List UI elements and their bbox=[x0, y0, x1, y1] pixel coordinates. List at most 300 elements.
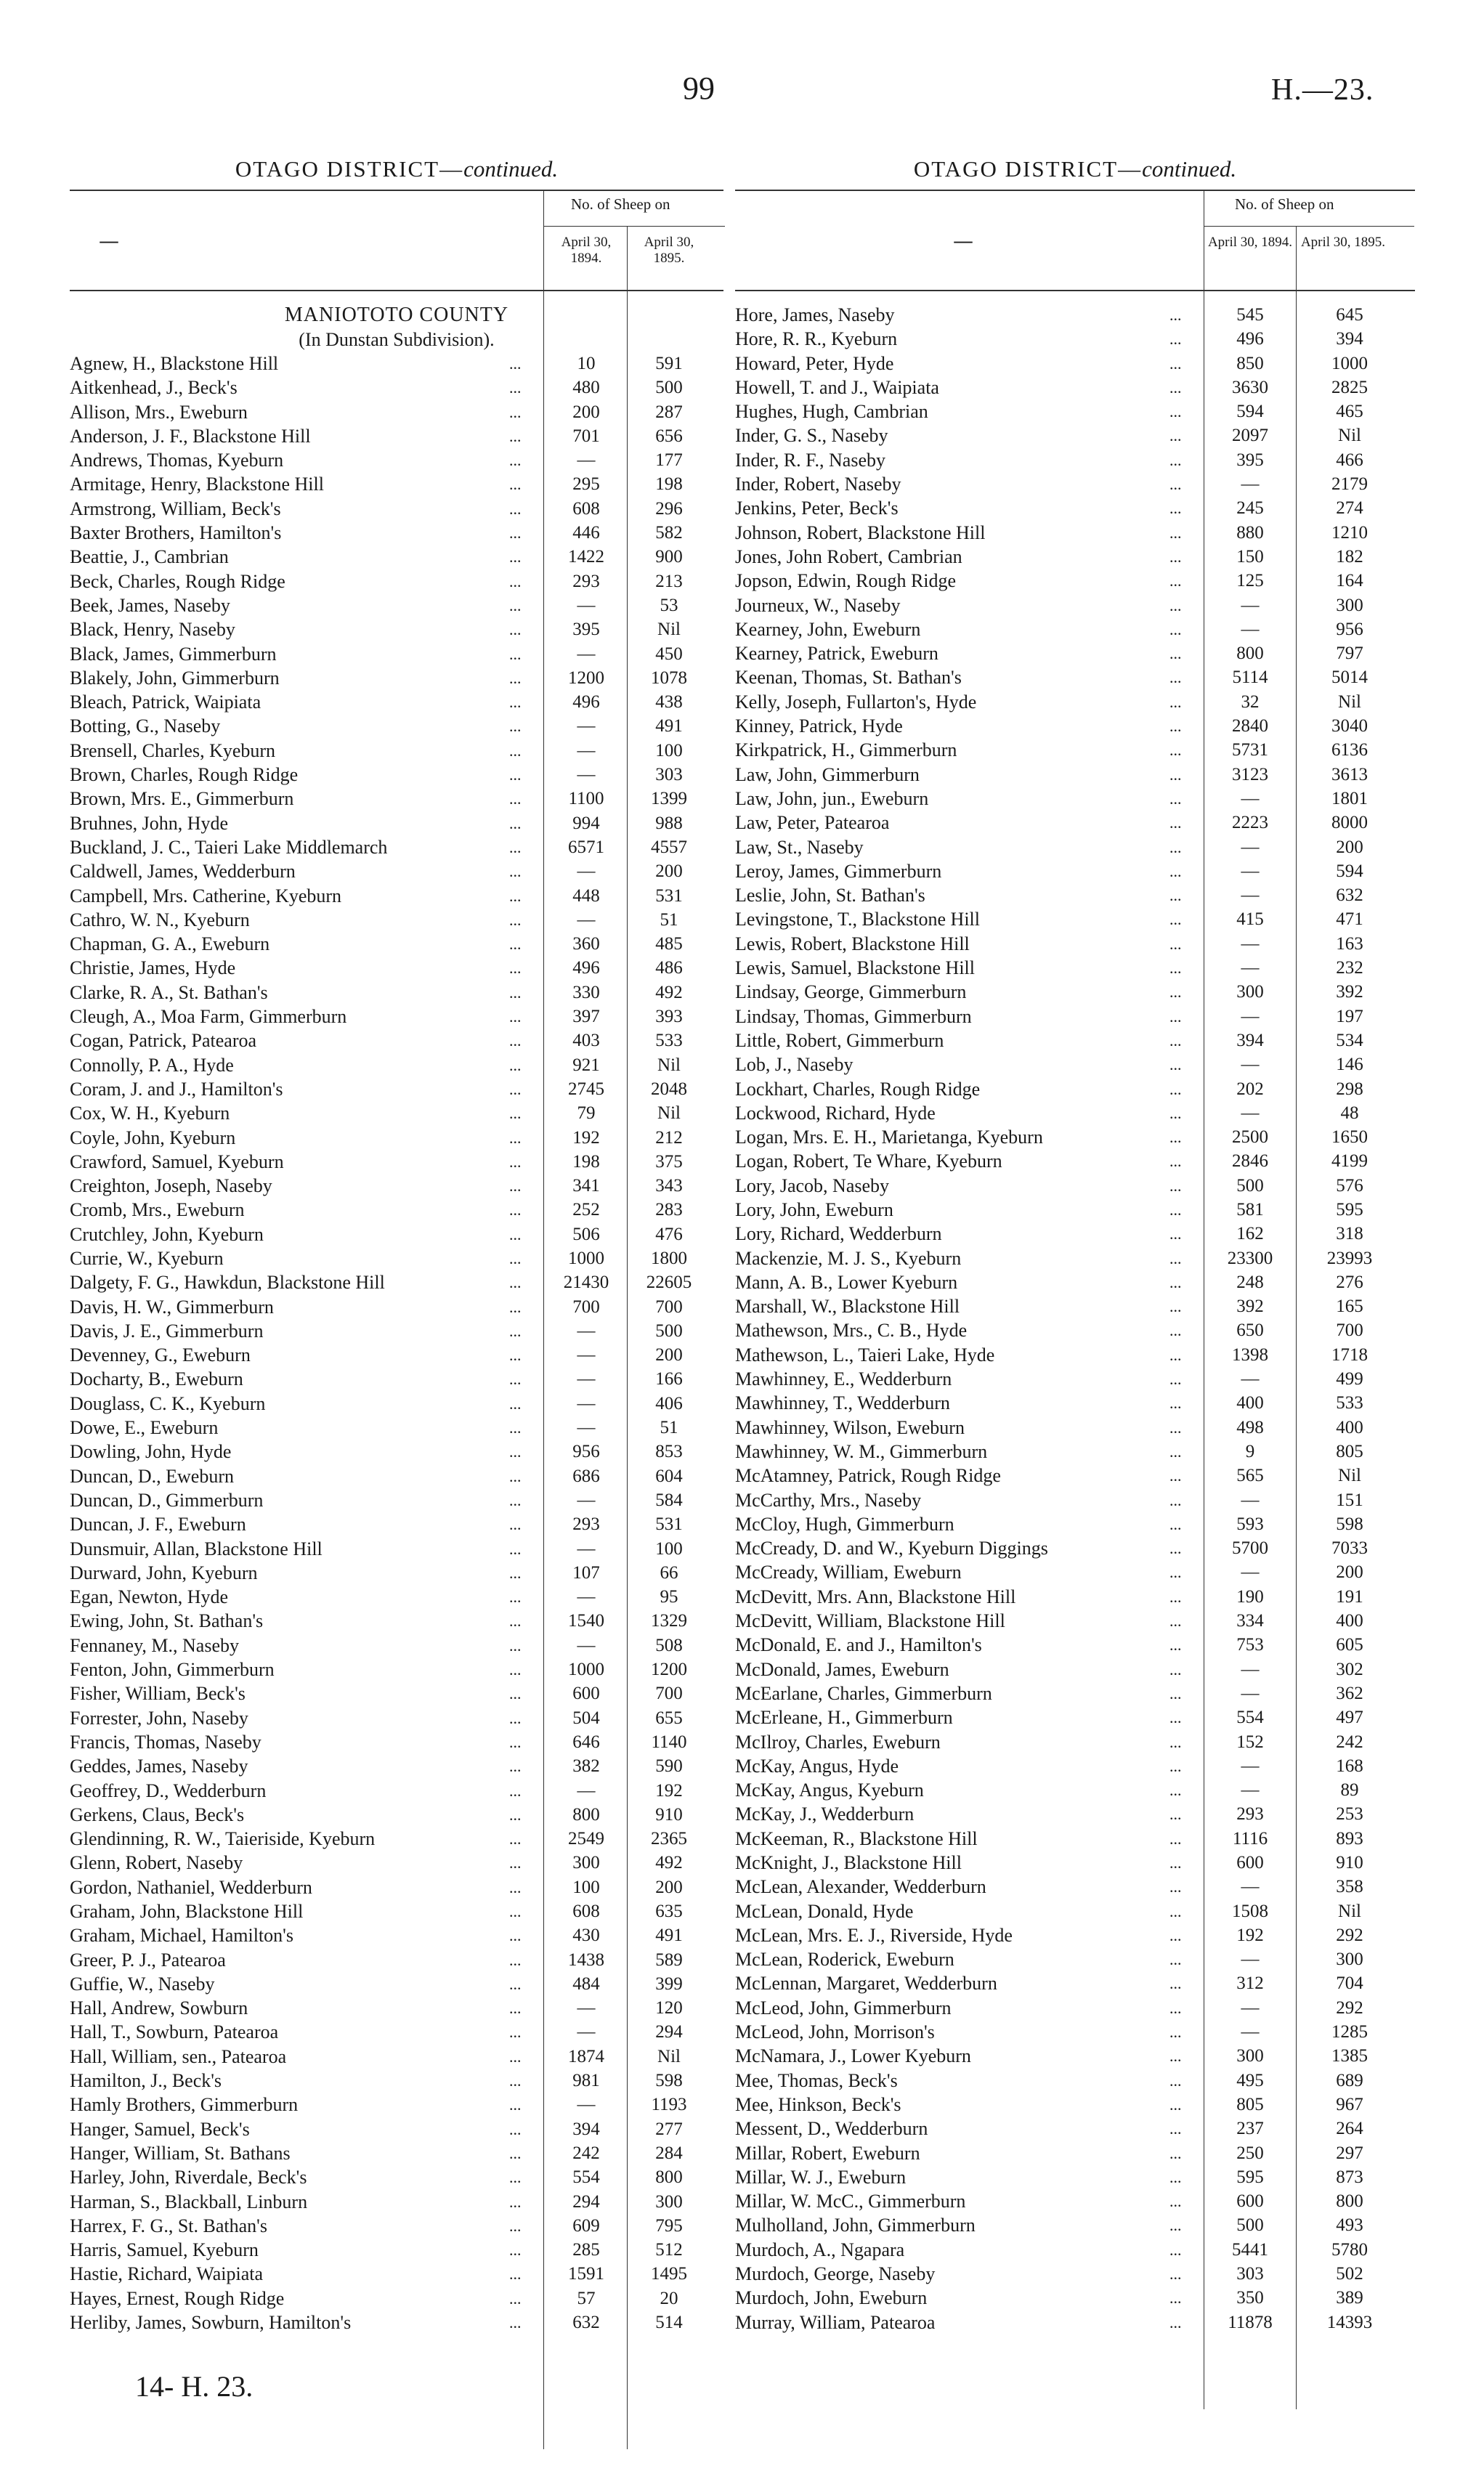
owner-name: Hayes, Ernest, Rough Ridge bbox=[70, 2287, 285, 2309]
table-row bbox=[70, 2069, 723, 2093]
owner-name: Lockhart, Charles, Rough Ridge bbox=[735, 1078, 981, 1100]
owner-name: Beattie, J., Cambrian bbox=[70, 546, 229, 568]
header-dash: — bbox=[99, 229, 119, 253]
right-table-body bbox=[735, 303, 1415, 2334]
sheep-1894: 395 bbox=[572, 620, 600, 640]
owner-name: Hore, R. R., Kyeburn bbox=[735, 328, 898, 350]
leader-dots: ... bbox=[509, 837, 522, 856]
owner-name: Kearney, Patrick, Eweburn bbox=[735, 643, 938, 665]
owner-name: Inder, R. F., Naseby bbox=[735, 449, 886, 471]
sheep-1894: 295 bbox=[572, 474, 600, 495]
leader-dots: ... bbox=[1169, 1225, 1182, 1243]
sheep-1895: 967 bbox=[1336, 2094, 1363, 2114]
table-row bbox=[70, 2190, 723, 2214]
owner-name: Inder, Robert, Naseby bbox=[735, 474, 901, 495]
sheep-1895: 300 bbox=[1336, 1949, 1363, 1970]
leader-dots: ... bbox=[1169, 886, 1182, 905]
leader-dots: ... bbox=[509, 790, 522, 808]
sheep-1895: 514 bbox=[655, 2313, 683, 2333]
table-row bbox=[735, 1947, 1415, 1971]
sheep-1895: 298 bbox=[1336, 1079, 1363, 1099]
leader-dots: ... bbox=[1169, 1854, 1182, 1872]
leader-dots: ... bbox=[509, 451, 522, 470]
leader-dots: ... bbox=[509, 1177, 522, 1196]
table-row bbox=[70, 1126, 723, 1150]
sheep-1894: 394 bbox=[572, 2119, 600, 2139]
leader-dots: ... bbox=[1169, 717, 1182, 736]
leader-dots: ... bbox=[1169, 1878, 1182, 1896]
printer-signature: 14- H. 23. bbox=[135, 2370, 254, 2403]
sheep-1894: 2745 bbox=[568, 1079, 604, 1099]
sheep-1894: 312 bbox=[1236, 1973, 1264, 1994]
owner-name: Armitage, Henry, Blackstone Hill bbox=[70, 474, 324, 495]
owner-name: Law, John, jun., Eweburn bbox=[735, 787, 929, 809]
leader-dots: ... bbox=[1169, 644, 1182, 663]
owner-name: Graham, John, Blackstone Hill bbox=[70, 1901, 304, 1922]
sheep-1894: — bbox=[577, 765, 596, 785]
sheep-1894: — bbox=[1241, 1659, 1260, 1679]
sheep-1894: 480 bbox=[572, 378, 600, 398]
sheep-1895: 500 bbox=[655, 1320, 683, 1341]
table-row bbox=[70, 1899, 723, 1923]
table-row bbox=[70, 1416, 723, 1440]
sheep-1895: 89 bbox=[1340, 1780, 1359, 1801]
sheep-1895: 956 bbox=[1336, 619, 1363, 639]
table-row bbox=[70, 2045, 723, 2069]
sheep-1895: 438 bbox=[655, 692, 683, 713]
sheep-1894: 600 bbox=[1236, 1853, 1264, 1873]
owner-name: Aitkenhead, J., Beck's bbox=[70, 377, 238, 399]
sheep-1894: 565 bbox=[1236, 1466, 1264, 1486]
table-row bbox=[735, 1005, 1415, 1028]
sheep-1894: — bbox=[577, 1538, 596, 1559]
sheep-1895: 343 bbox=[655, 1176, 683, 1196]
leader-dots: ... bbox=[1169, 306, 1182, 324]
sheep-1894: 303 bbox=[1236, 2264, 1264, 2284]
table-row bbox=[735, 883, 1415, 907]
sheep-1895: 1210 bbox=[1331, 522, 1368, 543]
owner-name: Howard, Peter, Hyde bbox=[735, 352, 894, 374]
sheep-1894: — bbox=[1241, 2022, 1260, 2042]
owner-name: Kirkpatrick, H., Gimmerburn bbox=[735, 739, 957, 761]
sheep-1894: 496 bbox=[1236, 329, 1264, 349]
table-row bbox=[735, 2117, 1415, 2141]
owner-name: Mee, Hinkson, Beck's bbox=[735, 2093, 901, 2115]
sheep-1895: 910 bbox=[655, 1804, 683, 1825]
table-row bbox=[735, 1802, 1415, 1826]
table-row bbox=[735, 1609, 1415, 1633]
leader-dots: ... bbox=[509, 524, 522, 543]
owner-name: Murdoch, George, Naseby bbox=[735, 2263, 936, 2285]
sheep-1894: 701 bbox=[572, 426, 600, 446]
owner-name: McKay, J., Wedderburn bbox=[735, 1804, 915, 1825]
sheep-1895: 232 bbox=[1336, 958, 1363, 978]
sheep-1894: — bbox=[577, 1320, 596, 1341]
table-row bbox=[735, 956, 1415, 980]
table-row bbox=[70, 2262, 723, 2286]
table-row bbox=[735, 1705, 1415, 1729]
table-row bbox=[70, 1851, 723, 1875]
sheep-1895: 292 bbox=[1336, 1997, 1363, 2018]
sheep-1895: 1800 bbox=[651, 1248, 687, 1268]
leader-dots: ... bbox=[1169, 378, 1182, 397]
sheep-1894: 753 bbox=[1236, 1635, 1264, 1655]
leader-dots: ... bbox=[509, 1902, 522, 1920]
table-row bbox=[735, 1101, 1415, 1125]
owner-name: Dalgety, F. G., Hawkdun, Blackstone Hill bbox=[70, 1272, 385, 1294]
sheep-1895: 296 bbox=[655, 498, 683, 519]
sheep-1894: 632 bbox=[572, 2313, 600, 2333]
owner-name: Docharty, B., Eweburn bbox=[70, 1368, 243, 1390]
sheep-1894: — bbox=[1241, 474, 1260, 495]
sheep-1894: — bbox=[577, 1345, 596, 1366]
leader-dots: ... bbox=[1169, 2095, 1182, 2114]
sheep-1895: 300 bbox=[1336, 595, 1363, 615]
leader-dots: ... bbox=[509, 1926, 522, 1945]
leader-dots: ... bbox=[509, 1079, 522, 1098]
sheep-1895: 534 bbox=[1336, 1030, 1363, 1050]
sheep-1895: 2365 bbox=[651, 1829, 687, 1849]
owner-name: Mawhinney, E., Wedderburn bbox=[735, 1368, 952, 1390]
owner-name: Law, John, Gimmerburn bbox=[735, 763, 920, 785]
leader-dots: ... bbox=[509, 1612, 522, 1631]
sheep-1895: 400 bbox=[1336, 1611, 1363, 1631]
owner-name: McDonald, E. and J., Hamilton's bbox=[735, 1634, 982, 1656]
sheep-1895: 406 bbox=[655, 1393, 683, 1413]
owner-name: Kinney, Patrick, Hyde bbox=[735, 715, 903, 737]
sheep-1895: 491 bbox=[655, 716, 683, 737]
table-row bbox=[735, 1077, 1415, 1101]
col-1894-header: April 30, 1894. bbox=[561, 235, 612, 266]
sheep-1895: 1801 bbox=[1331, 788, 1368, 808]
sheep-1895: 100 bbox=[655, 1538, 683, 1559]
leader-dots: ... bbox=[1169, 1007, 1182, 1026]
leader-dots: ... bbox=[1169, 1103, 1182, 1122]
table-row bbox=[735, 1367, 1415, 1391]
sheep-1895: Nil bbox=[1338, 1466, 1361, 1486]
leader-dots: ... bbox=[509, 1781, 522, 1800]
owner-name: McErleane, H., Gimmerburn bbox=[735, 1707, 953, 1729]
leader-dots: ... bbox=[1169, 1805, 1182, 1824]
leader-dots: ... bbox=[1169, 2143, 1182, 2162]
leader-dots: ... bbox=[509, 548, 522, 567]
sheep-1894: 250 bbox=[1236, 2143, 1264, 2163]
leader-dots: ... bbox=[1169, 1612, 1182, 1631]
sheep-1895: 533 bbox=[655, 1031, 683, 1051]
sheep-1895: Nil bbox=[657, 1055, 681, 1075]
sheep-1894: 192 bbox=[1236, 1925, 1264, 1945]
sheep-1894: — bbox=[577, 909, 596, 930]
table-row bbox=[70, 1101, 723, 1125]
table-row bbox=[735, 787, 1415, 811]
leader-dots: ... bbox=[509, 620, 522, 639]
sheep-1895: 318 bbox=[1336, 1224, 1363, 1244]
table-row bbox=[70, 2287, 723, 2310]
sheep-1894: 190 bbox=[1236, 1586, 1264, 1607]
sheep-1894: 2223 bbox=[1232, 813, 1268, 833]
table-row bbox=[70, 497, 723, 521]
owner-name: Hore, James, Naseby bbox=[735, 304, 895, 325]
table-row bbox=[70, 400, 723, 424]
sheep-1895: 300 bbox=[655, 2191, 683, 2212]
sheep-1894: — bbox=[1241, 1949, 1260, 1970]
leader-dots: ... bbox=[1169, 692, 1182, 711]
sheep-1894: 496 bbox=[572, 692, 600, 713]
sheep-1894: 1116 bbox=[1232, 1828, 1268, 1849]
sheep-1894: 202 bbox=[1236, 1079, 1264, 1099]
owner-name: Buckland, J. C., Taieri Lake Middlemarch bbox=[70, 836, 388, 858]
sheep-1895: 797 bbox=[1336, 644, 1363, 664]
sheep-1895: 493 bbox=[1336, 2215, 1363, 2236]
sheep-1895: Nil bbox=[1338, 691, 1361, 712]
sheep-1895: 294 bbox=[655, 2022, 683, 2042]
owner-name: Anderson, J. F., Blackstone Hill bbox=[70, 425, 311, 447]
sheep-1894: 395 bbox=[1236, 450, 1264, 470]
sheep-1894: 300 bbox=[1236, 2046, 1264, 2066]
sheep-1895: 95 bbox=[660, 1587, 678, 1607]
sheep-1894: 334 bbox=[1236, 1611, 1264, 1631]
leader-dots: ... bbox=[1169, 2216, 1182, 2235]
sheep-1895: 200 bbox=[1336, 837, 1363, 857]
sheep-1895: 800 bbox=[1336, 2191, 1363, 2212]
owner-name: Lob, J., Naseby bbox=[735, 1054, 853, 1076]
sheep-1894: 609 bbox=[572, 2215, 600, 2236]
sheep-1894: 125 bbox=[1236, 571, 1264, 591]
table-row bbox=[70, 472, 723, 496]
owner-name: McDonald, James, Eweburn bbox=[735, 1658, 949, 1680]
owner-name: Jopson, Edwin, Rough Ridge bbox=[735, 570, 957, 592]
sheep-1894: 248 bbox=[1236, 1272, 1264, 1292]
table-row bbox=[735, 2310, 1415, 2334]
owner-name: Mawhinney, Wilson, Eweburn bbox=[735, 1416, 965, 1438]
leader-dots: ... bbox=[509, 1490, 522, 1509]
sheep-1895: 1495 bbox=[651, 2264, 687, 2284]
sheep-1895: Nil bbox=[657, 2046, 681, 2066]
leader-dots: ... bbox=[509, 959, 522, 978]
sheep-1895: 1329 bbox=[651, 1611, 687, 1631]
table-row bbox=[735, 1899, 1415, 1923]
sheep-1894: 198 bbox=[572, 1151, 600, 1172]
table-row bbox=[735, 2189, 1415, 2213]
owner-name: McCready, D. and W., Kyeburn Diggings bbox=[735, 1538, 1048, 1559]
sheep-1895: Nil bbox=[657, 620, 681, 640]
table-row bbox=[735, 2093, 1415, 2117]
table-row bbox=[70, 1295, 723, 1319]
owner-name: Bleach, Patrick, Waipiata bbox=[70, 691, 261, 713]
table-row bbox=[70, 376, 723, 399]
sheep-1895: 48 bbox=[1340, 1103, 1359, 1123]
sheep-1894: — bbox=[577, 1780, 596, 1801]
sheep-1894: — bbox=[1241, 861, 1260, 881]
sheep-1894: — bbox=[1241, 1683, 1260, 1703]
table-row bbox=[70, 1464, 723, 1488]
table-row bbox=[735, 738, 1415, 762]
leader-dots: ... bbox=[509, 2143, 522, 2162]
sheep-1894: 650 bbox=[1236, 1320, 1264, 1341]
sheep-1895: 476 bbox=[655, 1224, 683, 1244]
leader-dots: ... bbox=[509, 402, 522, 421]
table-row bbox=[70, 1875, 723, 1899]
leader-dots: ... bbox=[1169, 983, 1182, 1002]
owner-name: Mawhinney, T., Wedderburn bbox=[735, 1392, 950, 1414]
leader-dots: ... bbox=[1169, 1152, 1182, 1171]
table-row bbox=[735, 1536, 1415, 1560]
sheep-1894: 805 bbox=[1236, 2094, 1264, 2114]
owner-name: Murray, William, Patearoa bbox=[735, 2311, 936, 2333]
leader-dots: ... bbox=[509, 1636, 522, 1655]
sheep-1894: 403 bbox=[572, 1031, 600, 1051]
sheep-1895: 392 bbox=[1336, 982, 1363, 1002]
sheep-1895: 283 bbox=[655, 1200, 683, 1220]
leader-dots: ... bbox=[509, 1346, 522, 1365]
sheep-1894: 2846 bbox=[1232, 1151, 1268, 1172]
sheep-1895: 508 bbox=[655, 1635, 683, 1655]
sheep-1894: 300 bbox=[1236, 982, 1264, 1002]
table-row bbox=[735, 569, 1415, 593]
sheep-1895: 604 bbox=[655, 1466, 683, 1486]
leader-dots: ... bbox=[1169, 1297, 1182, 1316]
sheep-1894: 397 bbox=[572, 1007, 600, 1027]
sheep-1895: 292 bbox=[1336, 1925, 1363, 1945]
sheep-1895: 120 bbox=[655, 1998, 683, 2019]
leader-dots: ... bbox=[509, 2047, 522, 2066]
leader-dots: ... bbox=[509, 1999, 522, 2018]
table-row bbox=[70, 1222, 723, 1246]
sheep-1895: 853 bbox=[655, 1442, 683, 1462]
table-row bbox=[70, 1174, 723, 1198]
leader-dots: ... bbox=[509, 1854, 522, 1873]
sheep-1895: 192 bbox=[655, 1780, 683, 1801]
leader-dots: ... bbox=[509, 886, 522, 905]
owner-name: Coram, J. and J., Hamilton's bbox=[70, 1078, 283, 1100]
sheep-1895: 6136 bbox=[1331, 740, 1368, 760]
owner-name: Dowling, John, Hyde bbox=[70, 1441, 232, 1463]
sheep-1894: 500 bbox=[1236, 2215, 1264, 2236]
table-row bbox=[735, 2044, 1415, 2068]
document-reference: H.—23. bbox=[1271, 73, 1374, 107]
table-row bbox=[70, 2238, 723, 2262]
owner-name: McKnight, J., Blackstone Hill bbox=[735, 1852, 962, 1873]
table-row bbox=[70, 690, 723, 714]
table-row bbox=[70, 908, 723, 932]
sheep-1895: 198 bbox=[655, 474, 683, 495]
leader-dots: ... bbox=[509, 1152, 522, 1171]
sheep-1895: 163 bbox=[1336, 933, 1363, 954]
owner-name: Jones, John Robert, Cambrian bbox=[735, 545, 962, 567]
sheep-1895: 1399 bbox=[651, 789, 687, 809]
owner-name: Devenney, G., Eweburn bbox=[70, 1344, 251, 1366]
owner-name: Hanger, William, St. Bathans bbox=[70, 2142, 291, 2164]
owner-name: Mee, Thomas, Beck's bbox=[735, 2069, 898, 2091]
table-row bbox=[735, 1851, 1415, 1875]
table-row bbox=[70, 981, 723, 1005]
sheep-1894: 880 bbox=[1236, 522, 1264, 543]
table-row bbox=[735, 2213, 1415, 2237]
sheep-1895: 655 bbox=[655, 1708, 683, 1728]
leader-dots: ... bbox=[509, 1684, 522, 1703]
owner-name: Messent, D., Wedderburn bbox=[735, 2118, 928, 2140]
owner-name: McLeod, John, Gimmerburn bbox=[735, 1997, 952, 2019]
sheep-1894: 956 bbox=[572, 1442, 600, 1462]
leader-dots: ... bbox=[1169, 1394, 1182, 1413]
sheep-1895: 635 bbox=[655, 1902, 683, 1921]
owner-name: McNamara, J., Lower Kyeburn bbox=[735, 2045, 971, 2067]
table-row bbox=[70, 956, 723, 980]
leader-dots: ... bbox=[509, 1732, 522, 1751]
sheep-1894: 5700 bbox=[1232, 1538, 1268, 1559]
owner-name: Little, Robert, Gimmerburn bbox=[735, 1029, 944, 1051]
owner-name: Herliby, James, Sowburn, Hamilton's bbox=[70, 2312, 352, 2334]
table-row bbox=[70, 1488, 723, 1512]
sheep-1895: 590 bbox=[655, 1756, 683, 1777]
sheep-1894: — bbox=[1241, 1780, 1260, 1801]
sheep-1894: 498 bbox=[1236, 1417, 1264, 1437]
sheep-1895: Nil bbox=[657, 1103, 681, 1124]
table-row bbox=[735, 1125, 1415, 1149]
owner-name: Christie, James, Hyde bbox=[70, 957, 236, 979]
owner-name: Forrester, John, Naseby bbox=[70, 1707, 248, 1729]
sheep-1895: 197 bbox=[1336, 1006, 1363, 1026]
sheep-1895: 893 bbox=[1336, 1828, 1363, 1849]
leader-dots: ... bbox=[509, 1974, 522, 1993]
sheep-1894: — bbox=[577, 1418, 596, 1438]
sheep-1894: 2549 bbox=[568, 1829, 604, 1849]
leader-dots: ... bbox=[509, 1466, 522, 1485]
table-row bbox=[70, 1246, 723, 1270]
table-row bbox=[735, 1488, 1415, 1512]
owner-name: Mathewson, L., Taieri Lake, Hyde bbox=[735, 1344, 995, 1366]
sheep-1895: 2048 bbox=[651, 1079, 687, 1099]
sheep-1895: 492 bbox=[655, 982, 683, 1002]
table-row bbox=[735, 352, 1415, 376]
leader-dots: ... bbox=[509, 1321, 522, 1340]
leader-dots: ... bbox=[1169, 1756, 1182, 1775]
table-row bbox=[70, 1730, 723, 1754]
sheep-1894: — bbox=[577, 1369, 596, 1389]
leader-dots: ... bbox=[509, 1128, 522, 1147]
table-row bbox=[735, 593, 1415, 617]
leader-dots: ... bbox=[509, 572, 522, 591]
sheep-1894: 800 bbox=[1236, 644, 1264, 664]
owner-name: Howell, T. and J., Waipiata bbox=[735, 376, 939, 398]
leader-dots: ... bbox=[509, 596, 522, 614]
sheep-1894: 10 bbox=[577, 354, 596, 373]
owner-name: Agnew, H., Blackstone Hill bbox=[70, 353, 279, 374]
sheep-1895: 491 bbox=[655, 1926, 683, 1946]
leader-dots: ... bbox=[509, 1007, 522, 1026]
owner-name: Glenn, Robert, Naseby bbox=[70, 1852, 243, 1874]
sheep-1895: 3613 bbox=[1331, 764, 1368, 784]
leader-dots: ... bbox=[509, 1563, 522, 1582]
sheep-1894: 595 bbox=[1236, 2167, 1264, 2187]
sheep-1895: 274 bbox=[1336, 498, 1363, 519]
sheep-1895: 500 bbox=[655, 378, 683, 398]
table-row bbox=[70, 424, 723, 448]
sheep-1895: 200 bbox=[655, 861, 683, 882]
sheep-1895: 4199 bbox=[1331, 1151, 1368, 1172]
leader-dots: ... bbox=[1169, 1708, 1182, 1727]
leader-dots: ... bbox=[509, 2072, 522, 2090]
leader-dots: ... bbox=[1169, 2240, 1182, 2259]
leader-dots: ... bbox=[1169, 1902, 1182, 1920]
sheep-1895: 1718 bbox=[1331, 1344, 1368, 1365]
table-row bbox=[735, 2069, 1415, 2093]
sheep-1895: 645 bbox=[1336, 305, 1363, 325]
table-row bbox=[70, 1561, 723, 1585]
owner-name: Brown, Mrs. E., Gimmerburn bbox=[70, 788, 294, 810]
leader-dots: ... bbox=[1169, 547, 1182, 566]
sheep-1894: 506 bbox=[572, 1224, 600, 1244]
